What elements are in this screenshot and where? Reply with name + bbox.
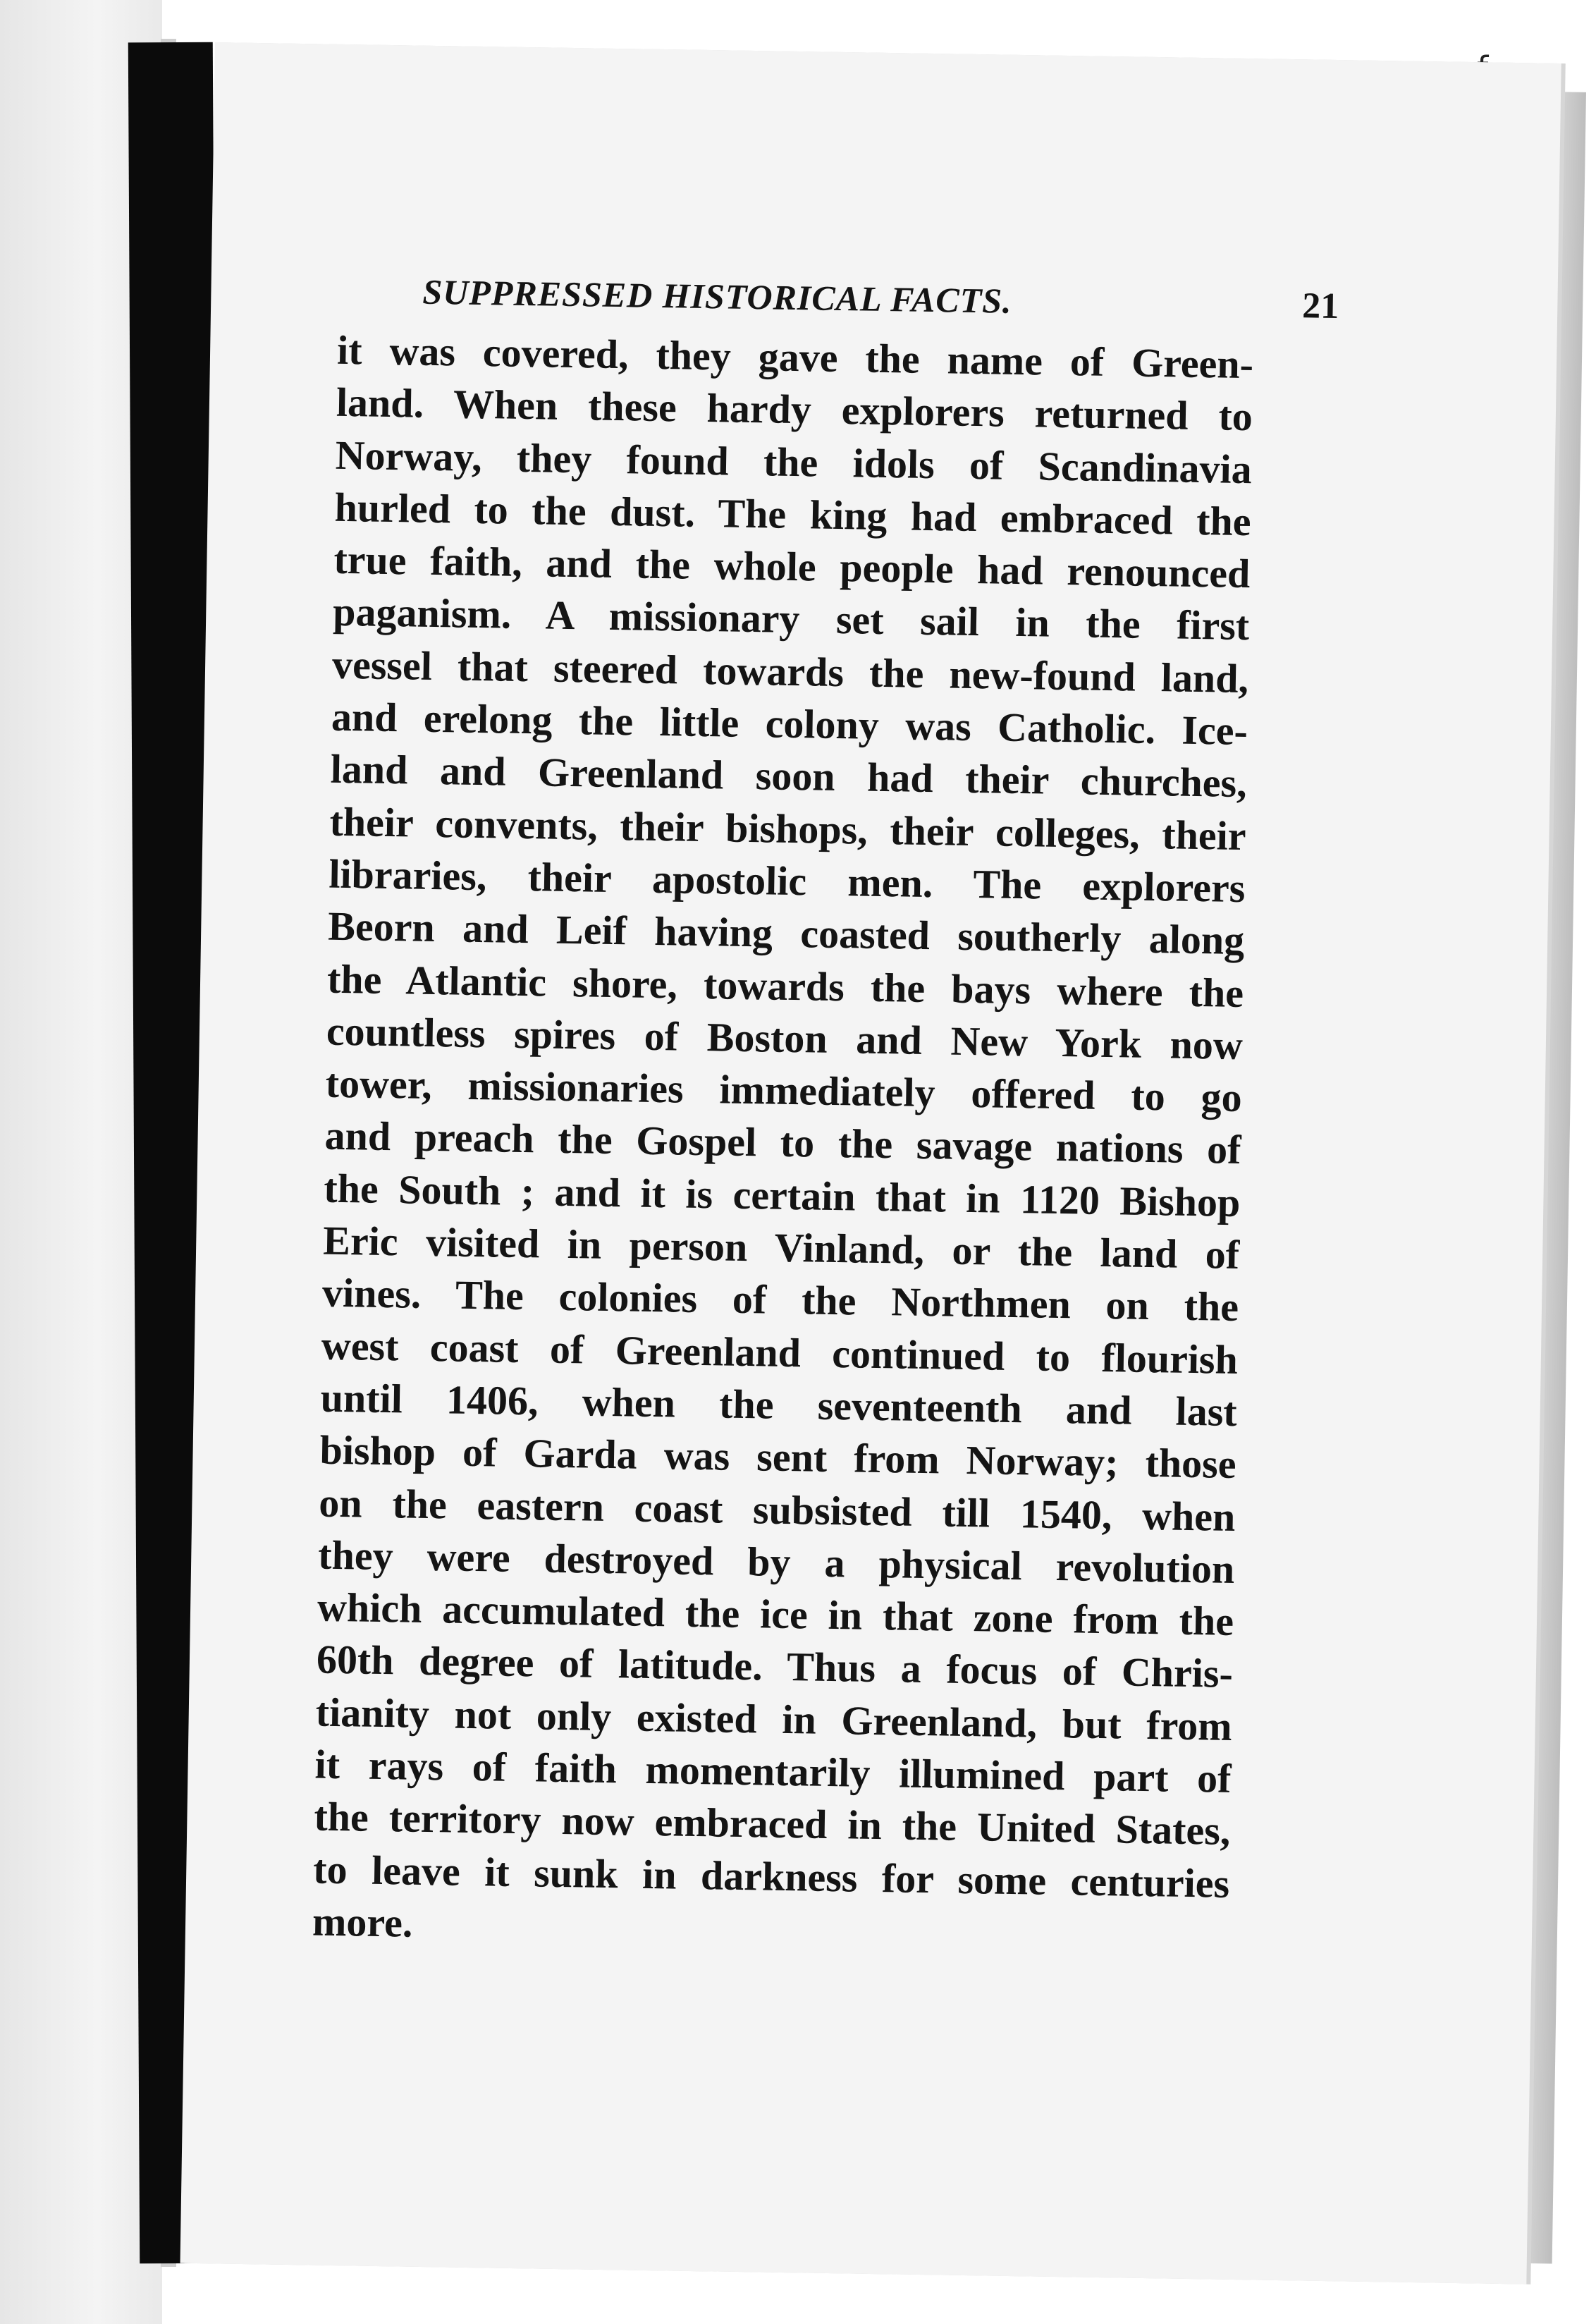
text-line: Beorn and Leif having coasted southerly along [327, 903, 1245, 964]
running-head [422, 271, 1339, 327]
book-page [180, 42, 1561, 2285]
text-line: bishop of Garda was sent from Norway; those [319, 1426, 1237, 1488]
text-line: countless spires of Boston and New York now [326, 1008, 1244, 1068]
text-line: the South ; and it is certain that in 1120 Bishop [323, 1165, 1241, 1225]
text-line: the territory now embraced in the United States, [313, 1793, 1231, 1854]
text-line: libraries, their apostolic men. The explorers [328, 850, 1246, 912]
text-line: they were destroyed by a physical revolution [317, 1531, 1235, 1592]
text-line: west coast of Greenland continued to flourish [321, 1322, 1239, 1383]
text-line: their convents, their bishops, their colleges, their [329, 798, 1247, 859]
text-line: true faith, and the whole people had renounced [333, 536, 1251, 597]
text-line: more. [312, 1898, 413, 1946]
text-line: paganism. A missionary set sail in the first [332, 589, 1250, 649]
body-text [312, 324, 1254, 1962]
page-number: 21 [1301, 286, 1339, 327]
text-line: and erelong the little colony was Catholic. Ice- [331, 693, 1248, 754]
running-title: SUPPRESSED HISTORICAL FACTS. [422, 271, 1013, 321]
text-line: which accumulated the ice in that zone from the [317, 1584, 1234, 1645]
text-line: land. When these hardy explorers returned to [336, 379, 1253, 440]
text-line: it rays of faith momentarily illumined part of [314, 1741, 1232, 1802]
text-line: tianity not only existed in Greenland, but from [315, 1689, 1233, 1749]
text-line: to leave it sunk in darkness for some centuries [312, 1846, 1230, 1907]
text-line: tower, missionaries immediately offered to go [325, 1060, 1243, 1121]
text-line: the Atlantic shore, towards the bays where the [326, 955, 1244, 1016]
text-line: until 1406, when the seventeenth and last [320, 1374, 1238, 1435]
text-line: and preach the Gospel to the savage nations of [324, 1113, 1242, 1173]
page-text-block [312, 270, 1339, 1962]
text-line: it was covered, they gave the name of Green- [336, 326, 1254, 388]
text-line: land and Greenland soon had their churches, [330, 746, 1248, 807]
text-line: on the eastern coast subsisted till 1540, when [318, 1479, 1236, 1540]
text-line: Eric visited in person Vinland, or the land of [322, 1217, 1240, 1278]
text-line: Norway, they found the idols of Scandinavia [335, 432, 1253, 492]
text-line: vessel that steered towards the new-found land, [331, 641, 1249, 702]
text-line: 60th degree of latitude. Thus a focus of Chris- [316, 1636, 1234, 1697]
text-line: hurled to the dust. The king had embraced the [334, 484, 1252, 545]
text-line: vines. The colonies of the Northmen on the [321, 1269, 1239, 1331]
